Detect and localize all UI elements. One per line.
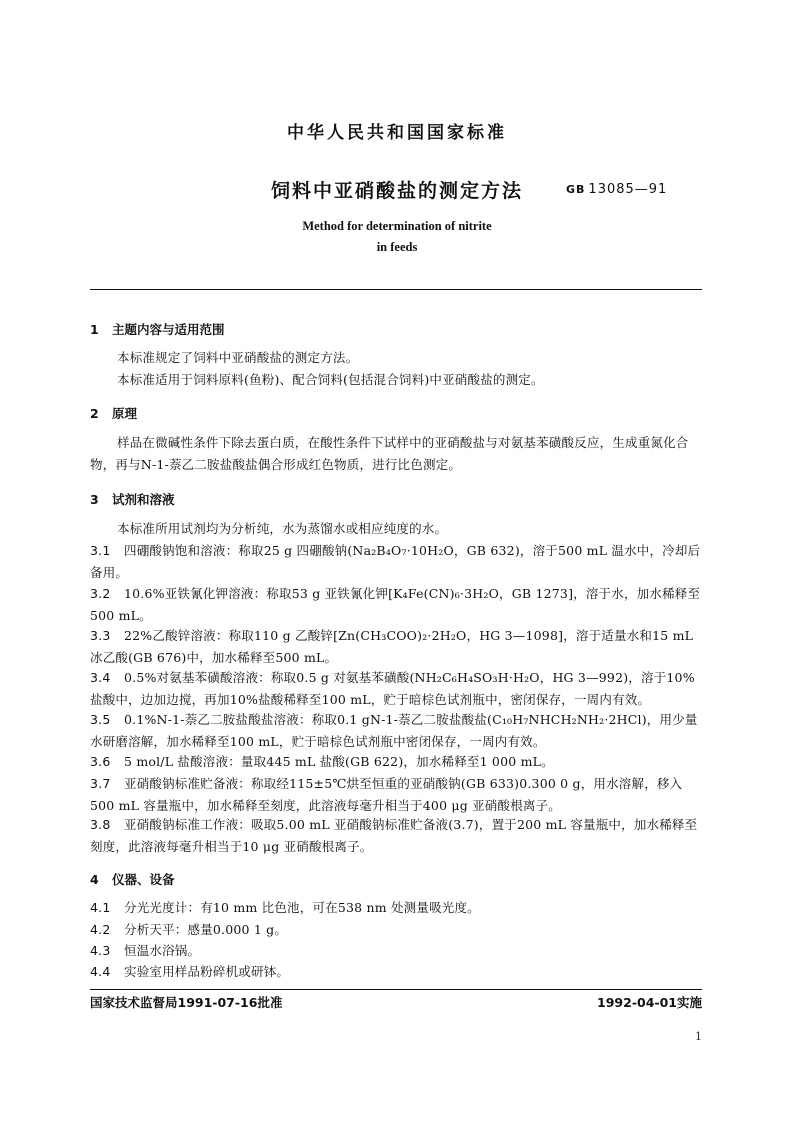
section-number: 1 bbox=[90, 322, 99, 337]
section-3-paragraph: 本标准所用试剂均为分析纯，水为蒸馏水或相应纯度的水。 bbox=[117, 521, 448, 536]
clause-text: 亚硝酸钠标准工作液：吸取5.00 mL 亚硝酸钠标准贮备液(3.7)，置于200 mL 容量瓶中，加水稀释至刻度，此溶液每毫升相当于10 μg 亚硝酸根离子。 bbox=[90, 817, 698, 854]
section-number: 2 bbox=[90, 406, 99, 421]
clause-4-1 bbox=[90, 897, 702, 919]
clause-4-3 bbox=[90, 940, 702, 962]
section-number: 3 bbox=[90, 492, 99, 507]
clause-number: 3.3 bbox=[90, 628, 111, 643]
standard-category-heading: 中华人民共和国国家标准 bbox=[287, 123, 507, 143]
clause-number: 3.4 bbox=[90, 670, 111, 685]
section-title: 仪器、设备 bbox=[112, 872, 175, 887]
clause-3-7 bbox=[90, 773, 702, 817]
clause-4-4 bbox=[90, 961, 702, 983]
approval-date: 国家技术监督局1991-07-16批准 bbox=[90, 995, 283, 1010]
clause-number: 3.8 bbox=[90, 817, 111, 832]
section-1-paragraph-2: 本标准适用于饲料原料(鱼粉)、配合饲料(包括混合饲料)中亚硝酸盐的测定。 bbox=[117, 372, 544, 387]
english-title-line-1: Method for determination of nitrite bbox=[302, 219, 492, 233]
section-title: 主题内容与适用范围 bbox=[112, 322, 225, 337]
page-number: 1 bbox=[695, 1030, 702, 1043]
clause-text: 四硼酸钠饱和溶液：称取25 g 四硼酸钠(Na₂B₄O₇·10H₂O，GB 632)，溶于500 mL 温水中，冷却后备用。 bbox=[90, 543, 701, 580]
clause-3-8 bbox=[90, 814, 702, 858]
clause-3-4 bbox=[90, 667, 702, 711]
section-title: 原理 bbox=[112, 406, 138, 421]
english-title-line-2: in feeds bbox=[376, 240, 418, 254]
standard-code: 13085—91 bbox=[588, 182, 668, 197]
standard-prefix: GB bbox=[566, 183, 586, 196]
clause-text: 恒温水浴锅。 bbox=[124, 943, 201, 958]
clause-3-2 bbox=[90, 583, 702, 627]
section-1-heading bbox=[90, 320, 225, 338]
clause-text: 亚硝酸钠标准贮备液：称取经115±5℃烘至恒重的亚硝酸钠(GB 633)0.300 0 g，用水溶解，移入500 mL 容量瓶中，加水稀释至刻度，此溶液每毫升相当于400 μg 亚硝酸根离子。 bbox=[90, 776, 683, 813]
clause-number: 4.3 bbox=[90, 943, 111, 958]
section-number: 4 bbox=[90, 872, 99, 887]
clause-text: 分析天平：感量0.000 1 g。 bbox=[124, 922, 288, 937]
clause-text: 10.6%亚铁氰化钾溶液：称取53 g 亚铁氰化钾[K₄Fe(CN)₆·3H₂O，GB 1273]，溶于水，加水稀释至500 mL。 bbox=[90, 586, 701, 623]
document-title: 饲料中亚硝酸盐的测定方法 bbox=[270, 180, 523, 202]
clause-number: 4.1 bbox=[90, 900, 111, 915]
clause-text: 0.1%N-1-萘乙二胺盐酸盐溶液：称取0.1 gN-1-萘乙二胺盐酸盐(C₁₀H₇NHCH₂NH₂·2HCl)，用少量水研磨溶解，加水稀释至100 mL，贮于暗棕色试剂瓶中密闭保存，一周内有效。 bbox=[90, 712, 698, 749]
section-2-heading bbox=[90, 404, 137, 422]
section-title: 试剂和溶液 bbox=[112, 492, 175, 507]
section-1-paragraph-1: 本标准规定了饲料中亚硝酸盐的测定方法。 bbox=[117, 350, 359, 365]
standard-number bbox=[566, 182, 667, 197]
clause-3-1 bbox=[90, 540, 702, 584]
effective-date: 1992-04-01实施 bbox=[597, 995, 702, 1010]
clause-number: 3.7 bbox=[90, 776, 111, 791]
header-divider bbox=[90, 289, 702, 290]
clause-number: 3.6 bbox=[90, 754, 111, 769]
clause-number: 4.4 bbox=[90, 964, 111, 979]
section-2-paragraph: 样品在微碱性条件下除去蛋白质，在酸性条件下试样中的亚硝酸盐与对氨基苯磺酸反应，生成重氮化合物，再与N-1-萘乙二胺盐酸盐偶合形成红色物质，进行比色测定。 bbox=[90, 435, 689, 472]
clause-3-6 bbox=[90, 751, 702, 773]
clause-number: 3.2 bbox=[90, 586, 111, 601]
clause-number: 4.2 bbox=[90, 922, 111, 937]
section-4-heading bbox=[90, 870, 175, 888]
clause-text: 0.5%对氨基苯磺酸溶液：称取0.5 g 对氨基苯磺酸(NH₂C₆H₄SO₃H·H₂O，HG 3—992)，溶于10%盐酸中，边加边搅，再加10%盐酸稀释至100 mL，贮于暗棕色试剂瓶中，密闭保存，一周内有效。 bbox=[90, 670, 695, 707]
clause-text: 22%乙酸锌溶液：称取110 g 乙酸锌[Zn(CH₃COO)₂·2H₂O，HG 3—1098]，溶于适量水和15 mL 冰乙酸(GB 676)中，加水稀释至500 mL。 bbox=[90, 628, 694, 665]
clause-text: 实验室用样品粉碎机或研钵。 bbox=[124, 964, 290, 979]
clause-3-5 bbox=[90, 709, 702, 753]
clause-number: 3.5 bbox=[90, 712, 111, 727]
clause-3-3 bbox=[90, 625, 702, 669]
footer-divider bbox=[90, 989, 702, 990]
clause-4-2 bbox=[90, 919, 702, 941]
clause-number: 3.1 bbox=[90, 543, 111, 558]
clause-text: 5 mol/L 盐酸溶液：量取445 mL 盐酸(GB 622)，加水稀释至1 000 mL。 bbox=[124, 754, 554, 769]
section-3-heading bbox=[90, 490, 175, 508]
clause-text: 分光光度计：有10 mm 比色池，可在538 nm 处测量吸光度。 bbox=[124, 900, 480, 915]
